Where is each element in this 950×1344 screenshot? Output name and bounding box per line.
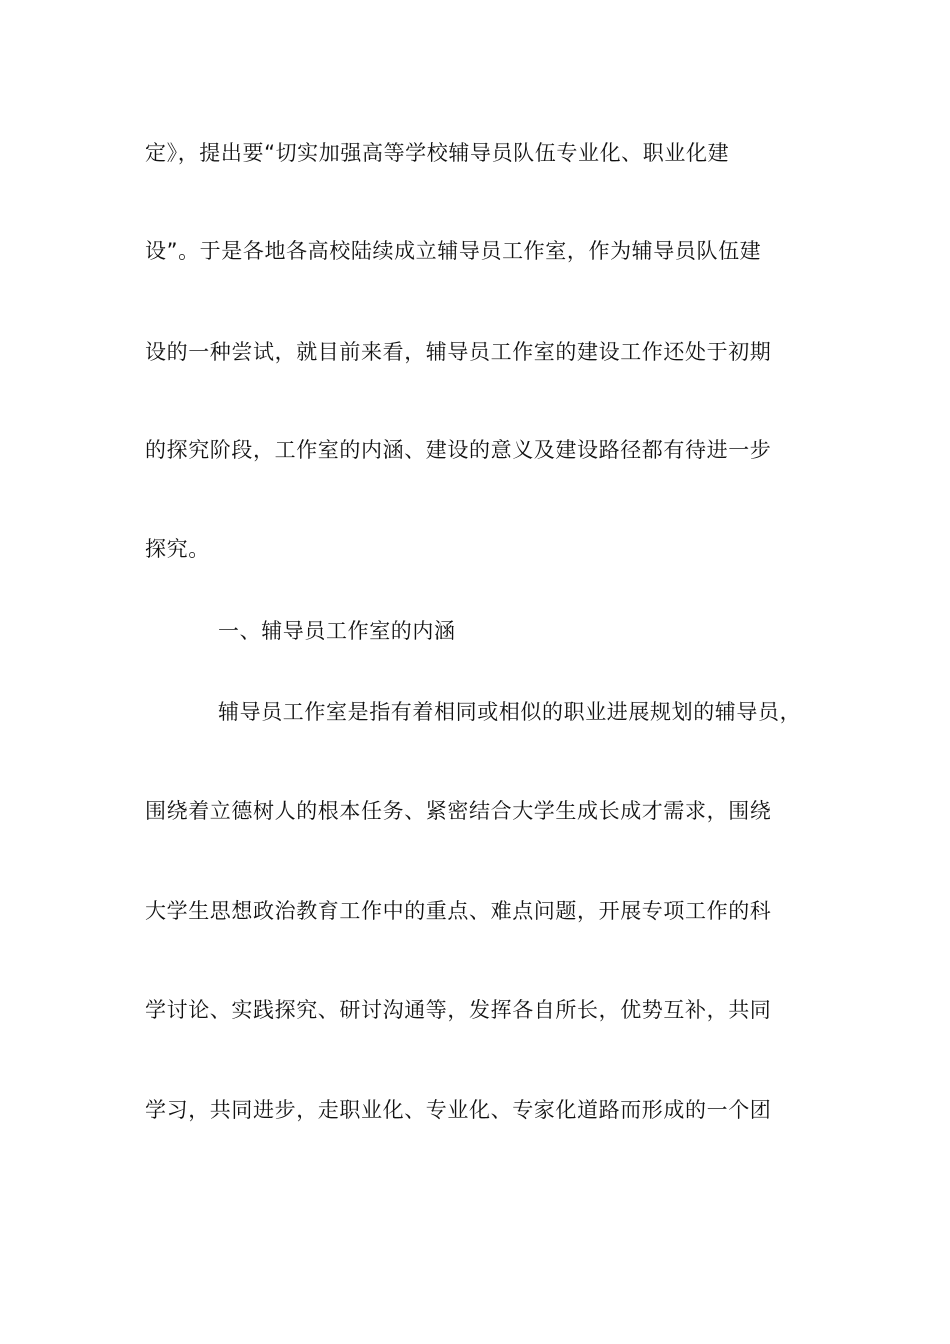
- section-heading: 一、辅导员工作室的内涵: [218, 619, 456, 643]
- paragraph-line: 学讨论、实践探究、研讨沟通等，发挥各自所长，优势互补，共同: [145, 998, 772, 1022]
- paragraph-line: 设”。于是各地各高校陆续成立辅导员工作室，作为辅导员队伍建: [145, 239, 762, 263]
- paragraph-line: 设的一种尝试，就目前来看，辅导员工作室的建设工作还处于初期: [145, 340, 772, 364]
- paragraph-line: 定》，提出要“切实加强高等学校辅导员队伍专业化、职业化建: [145, 141, 730, 165]
- paragraph-line: 辅导员工作室是指有着相同或相似的职业进展规划的辅导员，: [218, 700, 802, 724]
- paragraph-line: 围绕着立德树人的根本任务、紧密结合大学生成长成才需求，围绕: [145, 799, 772, 823]
- paragraph-line: 探究。: [145, 537, 210, 561]
- paragraph-line: 学习，共同进步，走职业化、专业化、专家化道路而形成的一个团: [145, 1098, 772, 1122]
- paragraph-line: 的探究阶段，工作室的内涵、建设的意义及建设路径都有待进一步: [145, 438, 772, 462]
- paragraph-line: 大学生思想政治教育工作中的重点、难点问题，开展专项工作的科: [145, 899, 772, 923]
